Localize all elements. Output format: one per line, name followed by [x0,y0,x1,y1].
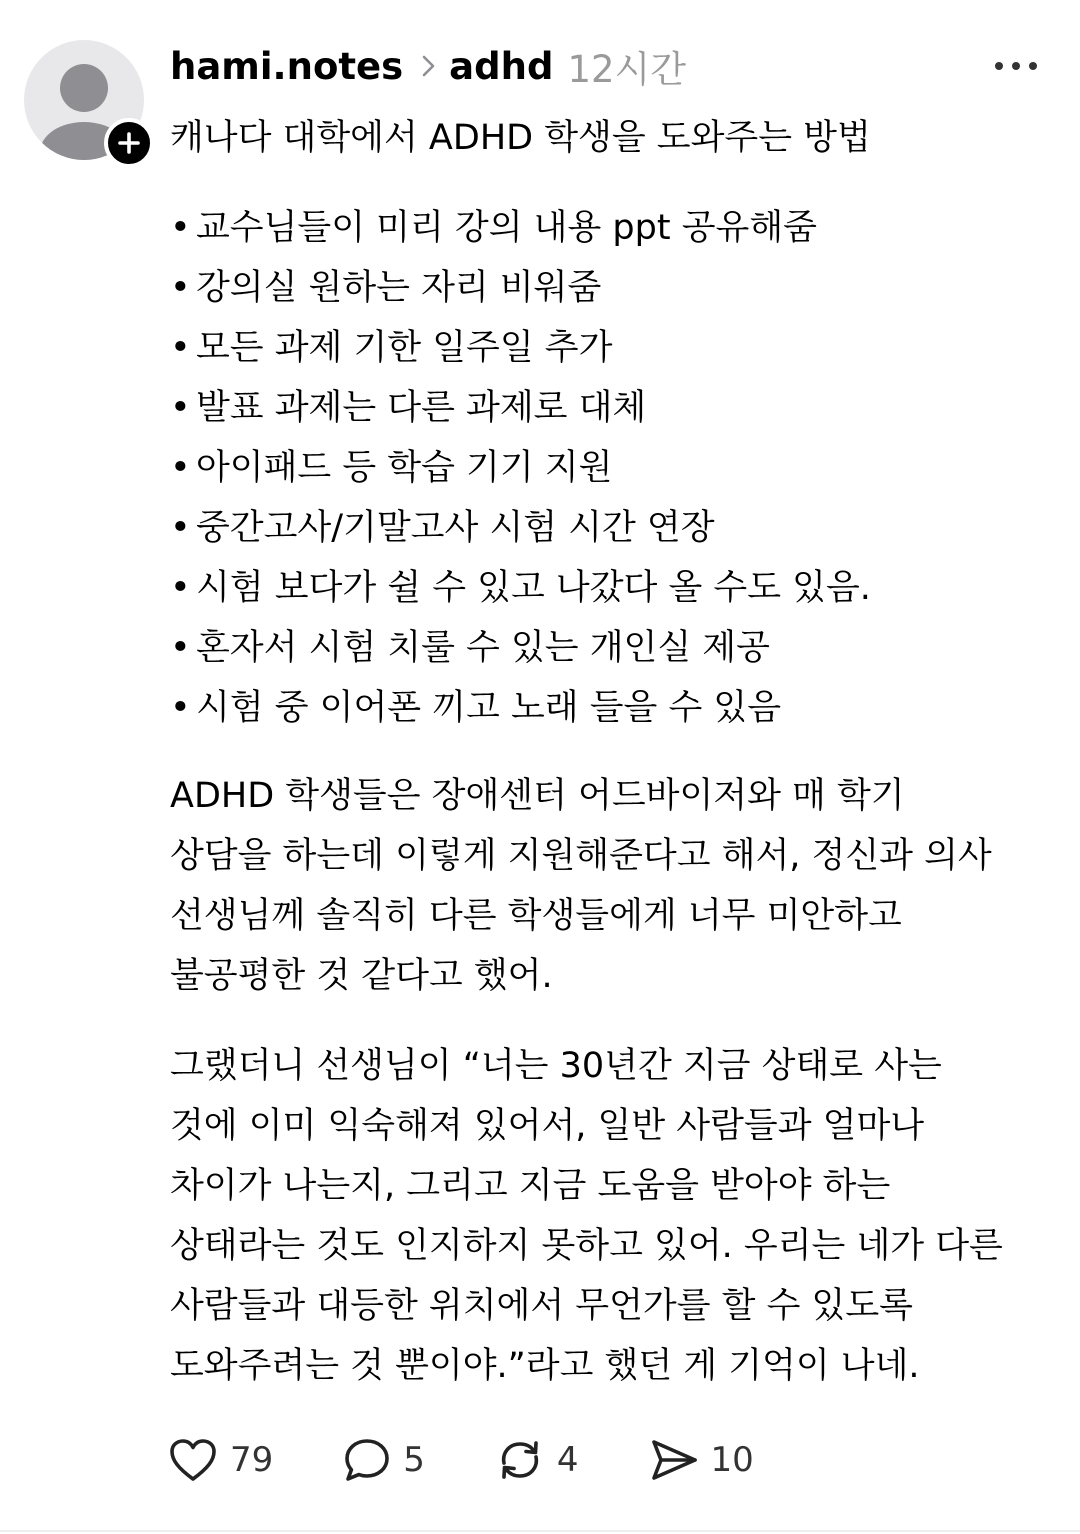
bullet-list [170,198,871,738]
paragraph-line: 것에 이미 익숙해져 있어서, 일반 사람들과 얼마나 [170,1106,925,1146]
action-bar [168,1430,824,1490]
paragraph-line: 도와주려는 것 뿐이야.”라고 했던 게 기억이 나네. [170,1346,920,1386]
list-item: • 교수님들이 미리 강의 내용 ppt 공유해줌 [170,208,817,248]
paragraph-line: 불공평한 것 같다고 했어. [170,956,553,996]
more-options-button[interactable] [986,56,1046,76]
community-name[interactable]: adhd [449,44,554,88]
paragraph-line: ADHD 학생들은 장애센터 어드바이저와 매 학기 [170,776,905,816]
paragraph-line: 선생님께 솔직히 다른 학생들에게 너무 미안하고 [170,896,902,936]
repost-button[interactable] [495,1437,579,1483]
list-item: • 강의실 원하는 자리 비워줌 [170,268,602,308]
divider [0,1530,1080,1532]
list-item: • 시험 중 이어폰 끼고 노래 들을 수 있음 [170,688,782,728]
list-item: • 혼자서 시험 치룰 수 있는 개인실 제공 [170,628,770,668]
list-item: • 모든 과제 기한 일주일 추가 [170,328,613,368]
like-count: 79 [230,1440,274,1480]
follow-button[interactable] [104,118,154,168]
list-item: • 중간고사/기말고사 시험 시간 연장 [170,508,715,548]
repost-count: 4 [556,1440,579,1480]
reply-count: 5 [403,1440,425,1480]
share-button[interactable] [649,1437,754,1483]
paragraph-line: 그랬더니 선생님이 “너는 30년간 지금 상태로 사는 [170,1046,942,1086]
more-horizontal-icon [994,61,1038,71]
paragraph-line: 사람들과 대등한 위치에서 무언가를 할 수 있도록 [170,1286,913,1326]
repost-icon [495,1437,545,1483]
post-time: 12시간 [567,48,687,91]
like-button[interactable] [168,1437,273,1483]
post-paragraph [170,766,1060,1006]
send-icon [649,1437,699,1483]
list-item: • 시험 보다가 쉴 수 있고 나갔다 올 수도 있음. [170,568,871,608]
heart-icon [168,1437,218,1483]
plus-icon [117,131,141,155]
share-count: 10 [710,1440,754,1480]
author-username[interactable]: hami.notes [170,44,404,88]
paragraph-line: 상담을 하는데 이렇게 지원해준다고 해서, 정신과 의사 [170,836,992,876]
chevron-right-icon [421,53,437,79]
post-header [170,36,686,96]
post-paragraph [170,1036,1060,1396]
paragraph-line: 차이가 나는지, 그리고 지금 도움을 받아야 하는 [170,1166,891,1206]
list-item: • 아이패드 등 학습 기기 지원 [170,448,613,488]
list-item: • 발표 과제는 다른 과제로 대체 [170,388,647,428]
speech-bubble-icon [343,1437,391,1483]
post-title: 캐나다 대학에서 ADHD 학생을 도와주는 방법 [170,118,871,158]
reply-button[interactable] [343,1437,425,1483]
paragraph-line: 상태라는 것도 인지하지 못하고 있어. 우리는 네가 다른 [170,1226,1003,1266]
